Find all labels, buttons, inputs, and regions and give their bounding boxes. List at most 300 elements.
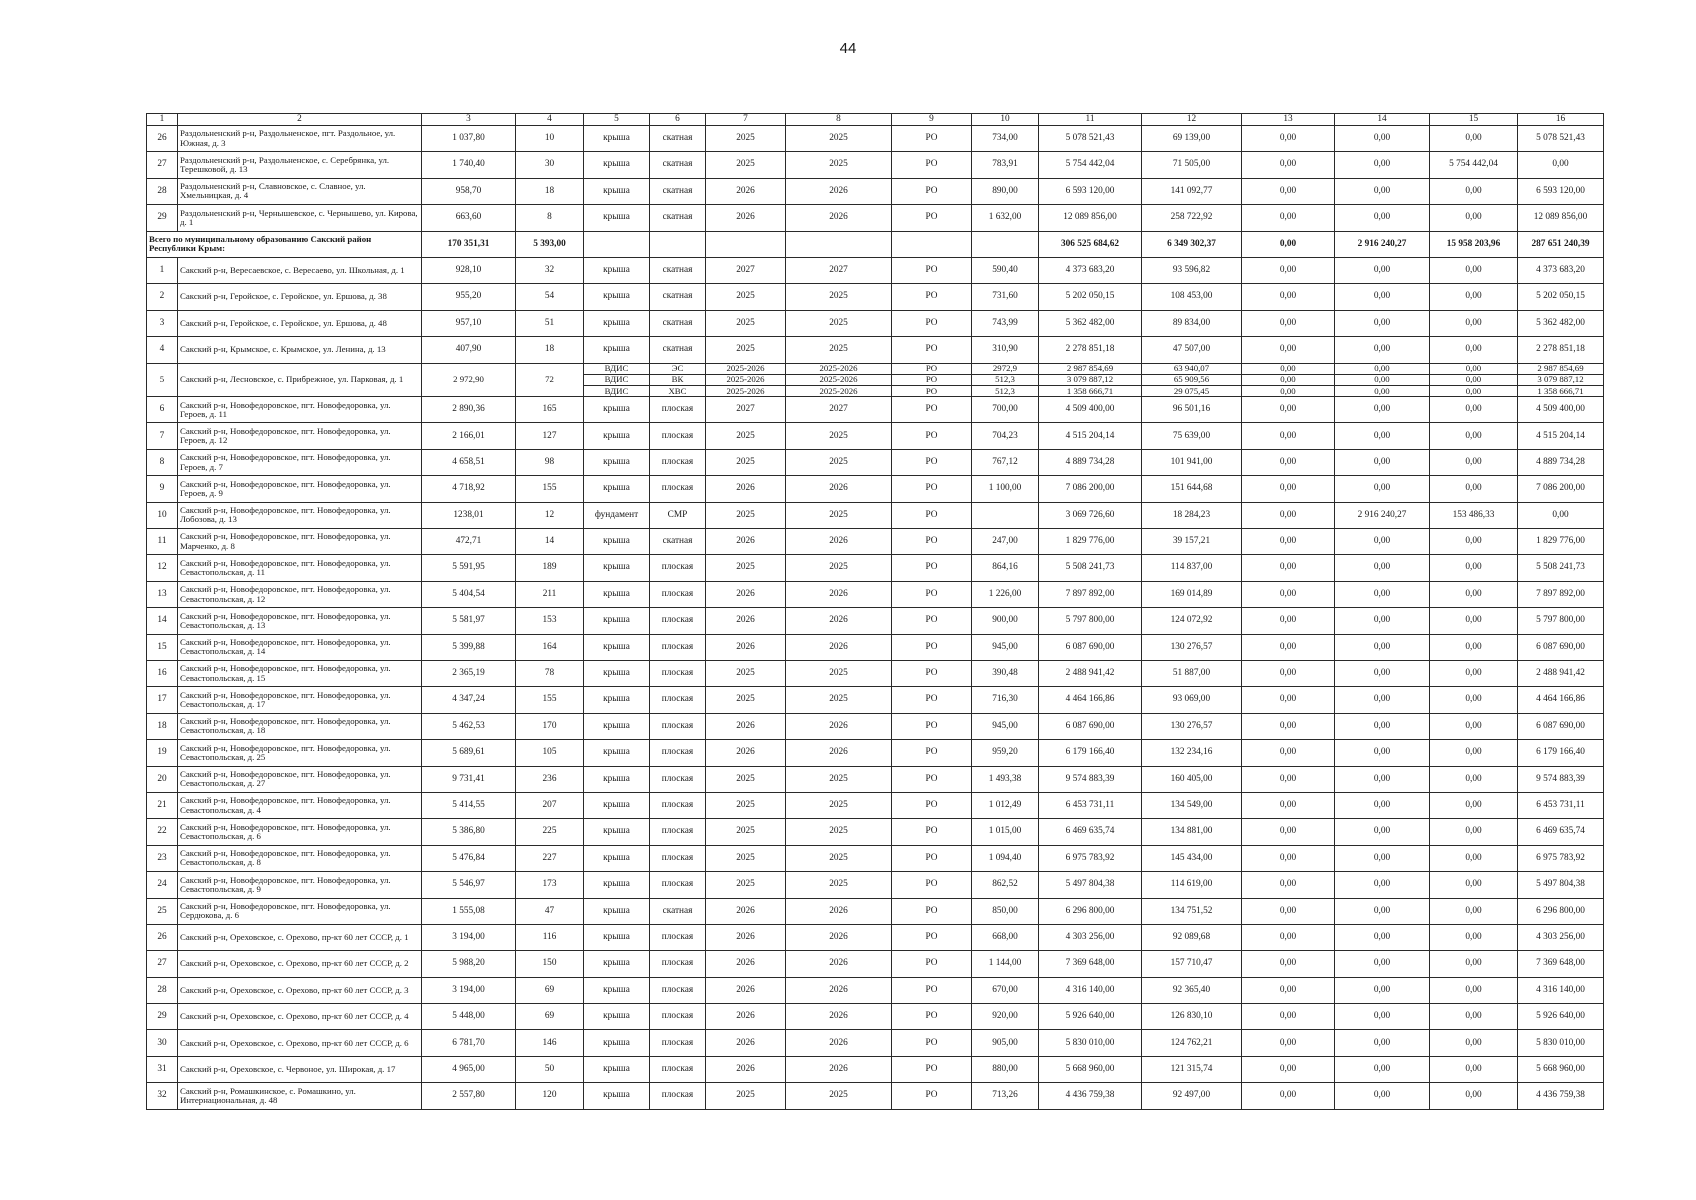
table-row — [147, 555, 1604, 581]
cell-cost-total: 6 453 731,11 — [1039, 792, 1142, 818]
cell-fund-budget-local: 0,00 — [1335, 337, 1430, 363]
cell-address: Сакский р-н, Новофедоровское, пгт. Новофедоровка, ул. Севастопольская, д. 15 — [178, 660, 422, 686]
cell-plan-start: 2026 — [706, 740, 786, 766]
cell-fund-regional-operator: 4 373 683,20 — [1518, 257, 1604, 283]
cell-fund-owners: 0,00 — [1430, 660, 1518, 686]
cell-type: плоская — [650, 792, 706, 818]
cell-total-area: 955,20 — [422, 284, 516, 310]
cell-plan-end: 2027 — [786, 397, 892, 423]
cell-element: крыша — [584, 766, 650, 792]
cell-total-area: 957,10 — [422, 310, 516, 336]
cell-volume: 1 226,00 — [972, 581, 1039, 607]
cell-residents: 170 — [516, 713, 584, 739]
cell-contractor: РО — [892, 310, 972, 336]
cell-type: плоская — [650, 977, 706, 1003]
cell-plan-start: 2025 — [706, 792, 786, 818]
cell-fund-budget-republic: 0,00 — [1242, 766, 1335, 792]
cell-type: скатная — [650, 284, 706, 310]
cell-address: Сакский р-н, Вересаевское, с. Вересаево, ул. Школьная, д. 1 — [178, 257, 422, 283]
cell-contractor: РО — [892, 529, 972, 555]
cell-volume: 1 493,38 — [972, 766, 1039, 792]
cell-fund-budget-local: 0,00 — [1335, 845, 1430, 871]
cell-type: плоская — [650, 1056, 706, 1082]
table-row — [147, 178, 1604, 204]
cell-plan-start: 2027 — [706, 397, 786, 423]
cell-volume: 716,30 — [972, 687, 1039, 713]
header-cell-address: 2 — [178, 114, 422, 126]
cell-plan-end: 2025 — [786, 845, 892, 871]
cell-plan-end: 2025 — [786, 502, 892, 528]
cell-contractor: РО — [892, 205, 972, 231]
cell-residents: 173 — [516, 872, 584, 898]
cell-total-area: 2 365,19 — [422, 660, 516, 686]
cell-total-area: 5 399,88 — [422, 634, 516, 660]
cell-fund-regional-operator: 6 469 635,74 — [1518, 819, 1604, 845]
cell-address: Сакский р-н, Ромашкинское, с. Ромашкино, ул. Интернациональная, д. 48 — [178, 1083, 422, 1109]
cell-cost-total: 1 358 666,71 — [1039, 385, 1142, 396]
cell-cost-total: 1 829 776,00 — [1039, 529, 1142, 555]
cell-fund-owners: 0,00 — [1430, 634, 1518, 660]
cell-volume: 670,00 — [972, 977, 1039, 1003]
cell-element: крыша — [584, 845, 650, 871]
cell-residents: 155 — [516, 687, 584, 713]
cell-fund-owners: 0,00 — [1430, 1030, 1518, 1056]
cell-residents: 98 — [516, 449, 584, 475]
cell-row-number: 21 — [147, 792, 178, 818]
cell-plan-end: 2026 — [786, 924, 892, 950]
cell-fund-budget-republic: 0,00 — [1242, 687, 1335, 713]
cell-contractor: РО — [892, 845, 972, 871]
header-cell-plan-end: 8 — [786, 114, 892, 126]
total-cell-plan-end — [786, 231, 892, 257]
cell-total-area: 407,90 — [422, 337, 516, 363]
cell-element: крыша — [584, 284, 650, 310]
cell-cost-total: 4 464 166,86 — [1039, 687, 1142, 713]
cell-plan-end: 2026 — [786, 205, 892, 231]
cell-total-area: 1 555,08 — [422, 898, 516, 924]
cell-type: скатная — [650, 205, 706, 231]
cell-element: крыша — [584, 1056, 650, 1082]
cell-element: крыша — [584, 977, 650, 1003]
cell-cost-construction-control: 96 501,16 — [1142, 397, 1242, 423]
cell-address: Сакский р-н, Новофедоровское, пгт. Новофедоровка, ул. Севастопольская, д. 11 — [178, 555, 422, 581]
cell-total-area: 2 890,36 — [422, 397, 516, 423]
cell-cost-total: 4 509 400,00 — [1039, 397, 1142, 423]
cell-residents: 51 — [516, 310, 584, 336]
cell-volume: 900,00 — [972, 608, 1039, 634]
cell-fund-owners: 0,00 — [1430, 898, 1518, 924]
cell-row-number: 14 — [147, 608, 178, 634]
cell-fund-budget-republic: 0,00 — [1242, 385, 1335, 396]
cell-fund-owners: 0,00 — [1430, 845, 1518, 871]
header-cell-cost-construction-control: 12 — [1142, 114, 1242, 126]
cell-fund-owners: 0,00 — [1430, 819, 1518, 845]
cell-type: плоская — [650, 687, 706, 713]
cell-total-area: 3 194,00 — [422, 924, 516, 950]
cell-residents: 72 — [516, 363, 584, 397]
cell-cost-total: 7 369 648,00 — [1039, 951, 1142, 977]
header-cell-contractor: 9 — [892, 114, 972, 126]
cell-fund-budget-local: 0,00 — [1335, 476, 1430, 502]
cell-fund-regional-operator: 5 497 804,38 — [1518, 872, 1604, 898]
cell-fund-regional-operator: 5 830 010,00 — [1518, 1030, 1604, 1056]
cell-volume: 1 012,49 — [972, 792, 1039, 818]
cell-fund-budget-republic: 0,00 — [1242, 713, 1335, 739]
cell-type: плоская — [650, 555, 706, 581]
cell-cost-total: 4 316 140,00 — [1039, 977, 1142, 1003]
cell-volume: 1 144,00 — [972, 951, 1039, 977]
cell-volume: 743,99 — [972, 310, 1039, 336]
cell-fund-owners: 0,00 — [1430, 977, 1518, 1003]
cell-address: Сакский р-н, Новофедоровское, пгт. Новофедоровка, ул. Севастопольская, д. 14 — [178, 634, 422, 660]
cell-fund-owners: 0,00 — [1430, 205, 1518, 231]
cell-fund-regional-operator: 12 089 856,00 — [1518, 205, 1604, 231]
cell-total-area: 5 448,00 — [422, 1004, 516, 1030]
cell-address: Раздольненский р-н, Раздольненское, с. Серебрянка, ул. Терешковой, д. 13 — [178, 152, 422, 178]
cell-cost-construction-control: 134 751,52 — [1142, 898, 1242, 924]
cell-fund-budget-local: 0,00 — [1335, 385, 1430, 396]
cell-cost-construction-control: 145 434,00 — [1142, 845, 1242, 871]
cell-volume: 920,00 — [972, 1004, 1039, 1030]
cell-fund-budget-local: 0,00 — [1335, 1004, 1430, 1030]
cell-address: Сакский р-н, Новофедоровское, пгт. Новофедоровка, ул. Севастопольская, д. 8 — [178, 845, 422, 871]
cell-cost-construction-control: 92 497,00 — [1142, 1083, 1242, 1109]
cell-residents: 225 — [516, 819, 584, 845]
cell-contractor: РО — [892, 126, 972, 152]
header-cell-cost-total: 11 — [1039, 114, 1142, 126]
cell-element: крыша — [584, 951, 650, 977]
cell-cost-construction-control: 69 139,00 — [1142, 126, 1242, 152]
cell-element: крыша — [584, 819, 650, 845]
cell-fund-budget-local: 0,00 — [1335, 310, 1430, 336]
cell-cost-total: 3 079 887,12 — [1039, 374, 1142, 385]
cell-address: Сакский р-н, Новофедоровское, пгт. Новофедоровка, ул. Севастопольская, д. 13 — [178, 608, 422, 634]
cell-total-area: 2 166,01 — [422, 423, 516, 449]
cell-type: скатная — [650, 898, 706, 924]
cell-type: скатная — [650, 152, 706, 178]
cell-cost-construction-control: 157 710,47 — [1142, 951, 1242, 977]
cell-cost-construction-control: 93 069,00 — [1142, 687, 1242, 713]
cell-residents: 146 — [516, 1030, 584, 1056]
cell-plan-end: 2026 — [786, 713, 892, 739]
cell-plan-end: 2026 — [786, 951, 892, 977]
cell-fund-regional-operator: 6 975 783,92 — [1518, 845, 1604, 871]
cell-volume: 512,3 — [972, 374, 1039, 385]
registry-table-body — [147, 114, 1604, 1110]
cell-fund-owners: 0,00 — [1430, 397, 1518, 423]
cell-contractor: РО — [892, 257, 972, 283]
cell-cost-total: 12 089 856,00 — [1039, 205, 1142, 231]
cell-total-area: 1238,01 — [422, 502, 516, 528]
cell-fund-owners: 0,00 — [1430, 284, 1518, 310]
cell-volume: 668,00 — [972, 924, 1039, 950]
cell-contractor: РО — [892, 385, 972, 396]
cell-element: крыша — [584, 476, 650, 502]
cell-cost-total: 4 515 204,14 — [1039, 423, 1142, 449]
cell-residents: 164 — [516, 634, 584, 660]
cell-element: крыша — [584, 660, 650, 686]
cell-plan-end: 2025-2026 — [786, 385, 892, 396]
cell-element: крыша — [584, 1030, 650, 1056]
cell-fund-budget-local: 0,00 — [1335, 363, 1430, 374]
cell-cost-total: 6 087 690,00 — [1039, 634, 1142, 660]
cell-plan-end: 2025-2026 — [786, 363, 892, 374]
cell-type: плоская — [650, 397, 706, 423]
cell-residents: 10 — [516, 126, 584, 152]
cell-fund-regional-operator: 4 509 400,00 — [1518, 397, 1604, 423]
cell-plan-start: 2025-2026 — [706, 385, 786, 396]
cell-fund-budget-local: 0,00 — [1335, 1056, 1430, 1082]
cell-volume — [972, 502, 1039, 528]
cell-type: плоская — [650, 581, 706, 607]
table-row — [147, 608, 1604, 634]
cell-total-area: 5 404,54 — [422, 581, 516, 607]
table-row — [147, 660, 1604, 686]
cell-fund-regional-operator: 7 897 892,00 — [1518, 581, 1604, 607]
cell-fund-budget-republic: 0,00 — [1242, 502, 1335, 528]
cell-type: плоская — [650, 819, 706, 845]
cell-residents: 155 — [516, 476, 584, 502]
table-row — [147, 337, 1604, 363]
cell-type: плоская — [650, 845, 706, 871]
cell-residents: 116 — [516, 924, 584, 950]
cell-residents: 105 — [516, 740, 584, 766]
cell-contractor: РО — [892, 337, 972, 363]
cell-volume: 1 094,40 — [972, 845, 1039, 871]
cell-element: крыша — [584, 337, 650, 363]
cell-total-area: 3 194,00 — [422, 977, 516, 1003]
cell-element: крыша — [584, 423, 650, 449]
cell-element: крыша — [584, 1083, 650, 1109]
cell-element: ВДИС — [584, 385, 650, 396]
cell-cost-construction-control: 71 505,00 — [1142, 152, 1242, 178]
cell-plan-end: 2025 — [786, 1083, 892, 1109]
cell-plan-start: 2025 — [706, 766, 786, 792]
cell-address: Сакский р-н, Ореховское, с. Червоное, ул. Широкая, д. 17 — [178, 1056, 422, 1082]
cell-address: Раздольненский р-н, Славновское, с. Славное, ул. Хмельницкая, д. 4 — [178, 178, 422, 204]
cell-total-area: 5 462,53 — [422, 713, 516, 739]
table-row — [147, 397, 1604, 423]
total-cell-cost-construction-control: 6 349 302,37 — [1142, 231, 1242, 257]
cell-cost-construction-control: 89 834,00 — [1142, 310, 1242, 336]
cell-residents: 211 — [516, 581, 584, 607]
cell-residents: 50 — [516, 1056, 584, 1082]
cell-row-number: 22 — [147, 819, 178, 845]
cell-cost-construction-control: 124 072,92 — [1142, 608, 1242, 634]
cell-type: ХВС — [650, 385, 706, 396]
cell-fund-budget-republic: 0,00 — [1242, 126, 1335, 152]
cell-address: Сакский р-н, Новофедоровское, пгт. Новофедоровка, ул. Севастопольская, д. 9 — [178, 872, 422, 898]
cell-address: Сакский р-н, Новофедоровское, пгт. Новофедоровка, ул. Севастопольская, д. 6 — [178, 819, 422, 845]
cell-fund-budget-local: 2 916 240,27 — [1335, 502, 1430, 528]
table-row — [147, 502, 1604, 528]
cell-type: скатная — [650, 126, 706, 152]
cell-fund-regional-operator: 3 079 887,12 — [1518, 374, 1604, 385]
cell-total-area: 1 037,80 — [422, 126, 516, 152]
cell-address: Сакский р-н, Ореховское, с. Орехово, пр-кт 60 лет СССР, д. 1 — [178, 924, 422, 950]
cell-fund-budget-republic: 0,00 — [1242, 634, 1335, 660]
cell-address: Сакский р-н, Геройское, с. Геройское, ул. Ершова, д. 48 — [178, 310, 422, 336]
table-row — [147, 872, 1604, 898]
cell-fund-budget-republic: 0,00 — [1242, 397, 1335, 423]
cell-plan-start: 2026 — [706, 476, 786, 502]
cell-volume: 945,00 — [972, 634, 1039, 660]
cell-element: крыша — [584, 449, 650, 475]
table-row — [147, 205, 1604, 231]
cell-plan-end: 2025 — [786, 792, 892, 818]
cell-cost-construction-control: 126 830,10 — [1142, 1004, 1242, 1030]
table-row — [147, 1004, 1604, 1030]
cell-volume: 704,23 — [972, 423, 1039, 449]
cell-fund-budget-republic: 0,00 — [1242, 1083, 1335, 1109]
cell-volume: 1 632,00 — [972, 205, 1039, 231]
cell-volume: 512,3 — [972, 385, 1039, 396]
cell-contractor: РО — [892, 374, 972, 385]
cell-fund-budget-republic: 0,00 — [1242, 819, 1335, 845]
cell-fund-regional-operator: 0,00 — [1518, 502, 1604, 528]
cell-type: плоская — [650, 449, 706, 475]
cell-fund-owners: 0,00 — [1430, 1004, 1518, 1030]
cell-fund-owners: 0,00 — [1430, 581, 1518, 607]
cell-plan-start: 2025 — [706, 337, 786, 363]
cell-fund-budget-local: 0,00 — [1335, 126, 1430, 152]
cell-volume: 247,00 — [972, 529, 1039, 555]
cell-cost-total: 5 830 010,00 — [1039, 1030, 1142, 1056]
cell-volume: 862,52 — [972, 872, 1039, 898]
cell-address: Сакский р-н, Новофедоровское, пгт. Новофедоровка, ул. Севастопольская, д. 4 — [178, 792, 422, 818]
cell-fund-owners: 0,00 — [1430, 449, 1518, 475]
cell-fund-budget-republic: 0,00 — [1242, 1056, 1335, 1082]
cell-fund-budget-local: 0,00 — [1335, 178, 1430, 204]
cell-row-number: 16 — [147, 660, 178, 686]
cell-plan-start: 2026 — [706, 898, 786, 924]
cell-fund-regional-operator: 6 593 120,00 — [1518, 178, 1604, 204]
cell-contractor: РО — [892, 449, 972, 475]
header-cell-plan-start: 7 — [706, 114, 786, 126]
cell-cost-total: 5 362 482,00 — [1039, 310, 1142, 336]
header-cell-fund-budget-local: 14 — [1335, 114, 1430, 126]
table-row — [147, 740, 1604, 766]
cell-contractor: РО — [892, 178, 972, 204]
cell-cost-construction-control: 121 315,74 — [1142, 1056, 1242, 1082]
cell-address: Сакский р-н, Ореховское, с. Орехово, пр-кт 60 лет СССР, д. 2 — [178, 951, 422, 977]
cell-fund-regional-operator: 5 202 050,15 — [1518, 284, 1604, 310]
cell-fund-budget-republic: 0,00 — [1242, 608, 1335, 634]
cell-address: Сакский р-н, Новофедоровское, пгт. Новофедоровка, ул. Лобозова, д. 13 — [178, 502, 422, 528]
cell-address: Сакский р-н, Новофедоровское, пгт. Новофедоровка, ул. Героев, д. 9 — [178, 476, 422, 502]
cell-fund-regional-operator: 4 889 734,28 — [1518, 449, 1604, 475]
cell-fund-regional-operator: 7 369 648,00 — [1518, 951, 1604, 977]
total-cell-fund-budget-local: 2 916 240,27 — [1335, 231, 1430, 257]
cell-contractor: РО — [892, 1004, 972, 1030]
cell-contractor: РО — [892, 792, 972, 818]
cell-row-number: 18 — [147, 713, 178, 739]
cell-fund-budget-local: 0,00 — [1335, 634, 1430, 660]
cell-total-area: 1 740,40 — [422, 152, 516, 178]
cell-fund-budget-local: 0,00 — [1335, 423, 1430, 449]
cell-plan-start: 2025 — [706, 310, 786, 336]
cell-row-number: 19 — [147, 740, 178, 766]
cell-fund-owners: 0,00 — [1430, 766, 1518, 792]
cell-cost-total: 4 373 683,20 — [1039, 257, 1142, 283]
cell-cost-construction-control: 141 092,77 — [1142, 178, 1242, 204]
cell-volume: 1 100,00 — [972, 476, 1039, 502]
cell-volume: 959,20 — [972, 740, 1039, 766]
cell-contractor: РО — [892, 740, 972, 766]
cell-residents: 18 — [516, 337, 584, 363]
cell-type: плоская — [650, 1030, 706, 1056]
cell-row-number: 27 — [147, 152, 178, 178]
cell-cost-total: 3 069 726,60 — [1039, 502, 1142, 528]
cell-cost-total: 5 078 521,43 — [1039, 126, 1142, 152]
cell-plan-end: 2026 — [786, 977, 892, 1003]
cell-fund-budget-republic: 0,00 — [1242, 476, 1335, 502]
header-cell-total-area: 3 — [422, 114, 516, 126]
table-row — [147, 423, 1604, 449]
cell-row-number: 27 — [147, 951, 178, 977]
cell-element: ВДИС — [584, 374, 650, 385]
cell-contractor: РО — [892, 1083, 972, 1109]
cell-total-area: 4 718,92 — [422, 476, 516, 502]
cell-fund-budget-republic: 0,00 — [1242, 845, 1335, 871]
cell-fund-budget-local: 0,00 — [1335, 792, 1430, 818]
page-number: 44 — [839, 40, 857, 57]
cell-cost-total: 5 754 442,04 — [1039, 152, 1142, 178]
cell-element: крыша — [584, 205, 650, 231]
cell-type: плоская — [650, 951, 706, 977]
cell-cost-total: 5 668 960,00 — [1039, 1056, 1142, 1082]
cell-plan-end: 2026 — [786, 898, 892, 924]
cell-element: крыша — [584, 152, 650, 178]
cell-type: ЭС — [650, 363, 706, 374]
cell-fund-owners: 0,00 — [1430, 951, 1518, 977]
total-cell-total-area: 170 351,31 — [422, 231, 516, 257]
cell-row-number: 8 — [147, 449, 178, 475]
cell-contractor: РО — [892, 581, 972, 607]
cell-fund-owners: 0,00 — [1430, 740, 1518, 766]
cell-cost-total: 6 593 120,00 — [1039, 178, 1142, 204]
cell-plan-end: 2026 — [786, 608, 892, 634]
cell-type: плоская — [650, 1004, 706, 1030]
cell-residents: 78 — [516, 660, 584, 686]
cell-plan-start: 2026 — [706, 178, 786, 204]
cell-element: крыша — [584, 126, 650, 152]
table-row — [147, 1030, 1604, 1056]
cell-residents: 30 — [516, 152, 584, 178]
cell-fund-budget-republic: 0,00 — [1242, 1030, 1335, 1056]
cell-cost-construction-control: 124 762,21 — [1142, 1030, 1242, 1056]
cell-element: крыша — [584, 924, 650, 950]
cell-fund-regional-operator: 2 278 851,18 — [1518, 337, 1604, 363]
cell-fund-owners: 0,00 — [1430, 1056, 1518, 1082]
cell-plan-end: 2026 — [786, 634, 892, 660]
cell-total-area: 472,71 — [422, 529, 516, 555]
total-cell-volume — [972, 231, 1039, 257]
cell-fund-owners: 0,00 — [1430, 310, 1518, 336]
cell-plan-end: 2027 — [786, 257, 892, 283]
table-row — [147, 766, 1604, 792]
cell-residents: 47 — [516, 898, 584, 924]
cell-element: фундамент — [584, 502, 650, 528]
cell-fund-budget-republic: 0,00 — [1242, 205, 1335, 231]
cell-element: ВДИС — [584, 363, 650, 374]
cell-fund-owners: 0,00 — [1430, 792, 1518, 818]
cell-total-area: 5 591,95 — [422, 555, 516, 581]
cell-row-number: 15 — [147, 634, 178, 660]
cell-element: крыша — [584, 1004, 650, 1030]
cell-fund-budget-republic: 0,00 — [1242, 1004, 1335, 1030]
table-row — [147, 126, 1604, 152]
